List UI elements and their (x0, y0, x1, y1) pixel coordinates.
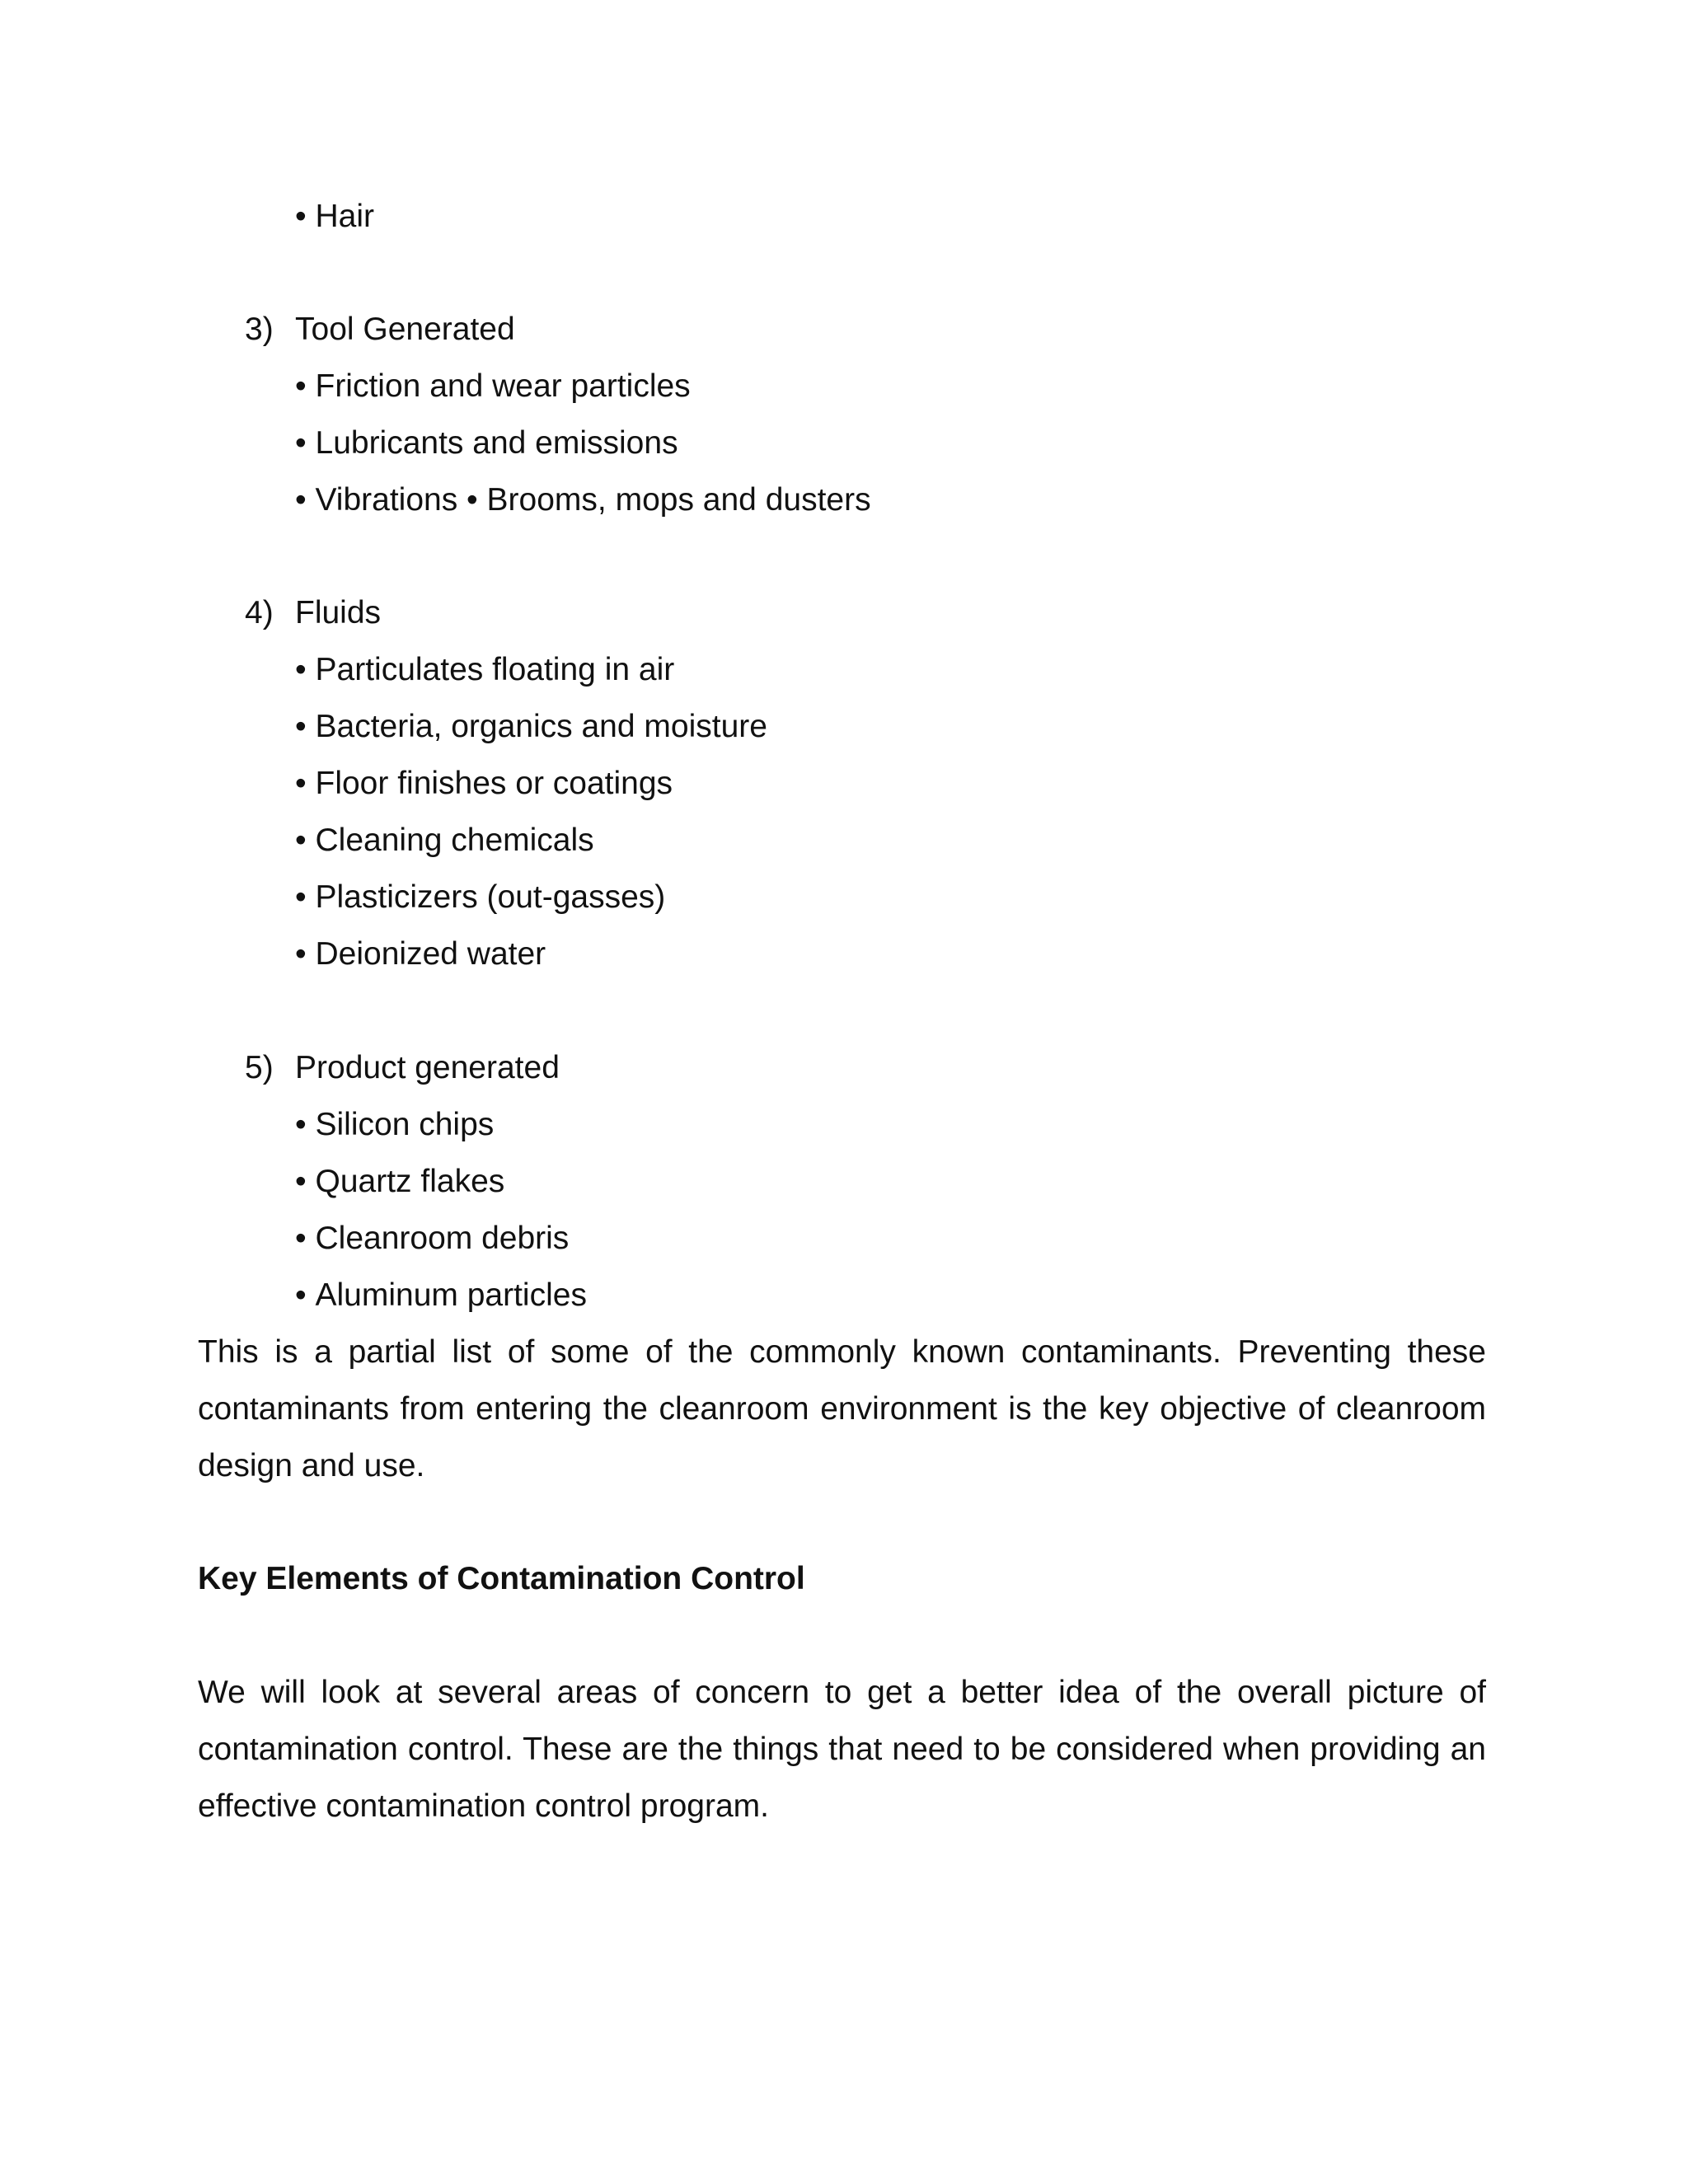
bullet-item: • Silicon chips (295, 1096, 587, 1153)
bullet-item: • Lubricants and emissions (295, 415, 871, 471)
bullet-item: • Bacteria, organics and moisture (295, 698, 767, 755)
sub-bullet-list (245, 358, 871, 528)
list-tool-generated (245, 301, 871, 528)
bullet-item: • Hair (295, 188, 374, 245)
section-heading: Key Elements of Contamination Control (198, 1561, 805, 1596)
paragraph-key-elements-intro: We will look at several areas of concern to get a better idea of the overall picture of contamination control. These are the things that need to be considered when providing an effective contamination control program. (198, 1675, 1486, 1824)
continued-bullet-list (295, 188, 374, 245)
list-title: Product generated (295, 1050, 560, 1085)
bullet-item: • Aluminum particles (295, 1267, 587, 1324)
list-heading (245, 1039, 587, 1096)
sub-bullet-list (245, 1096, 587, 1324)
bullet-item: • Quartz flakes (295, 1153, 587, 1210)
list-number: 4) (245, 595, 274, 630)
bullet-item: • Cleaning chemicals (295, 812, 767, 869)
paragraph-contaminants-summary: This is a partial list of some of the commonly known contaminants. Preventing these contaminants from entering the cleanroom environment is the key objective of cleanroom design and use. (198, 1334, 1486, 1483)
list-number: 3) (245, 312, 274, 347)
bullet-item: • Friction and wear particles (295, 358, 871, 415)
list-title: Tool Generated (295, 312, 515, 347)
bullet-item: • Vibrations • Brooms, mops and dusters (295, 471, 871, 528)
list-heading (245, 301, 871, 358)
list-product-generated (245, 1039, 587, 1324)
bullet-item: • Plasticizers (out-gasses) (295, 869, 767, 926)
list-heading (245, 584, 767, 641)
list-number: 5) (245, 1050, 274, 1085)
bullet-item: • Deionized water (295, 926, 767, 982)
list-fluids (245, 584, 767, 982)
sub-bullet-list (245, 641, 767, 982)
bullet-item: • Particulates floating in air (295, 641, 767, 698)
bullet-item: • Floor finishes or coatings (295, 755, 767, 812)
bullet-item: • Cleanroom debris (295, 1210, 587, 1267)
list-title: Fluids (295, 595, 382, 630)
